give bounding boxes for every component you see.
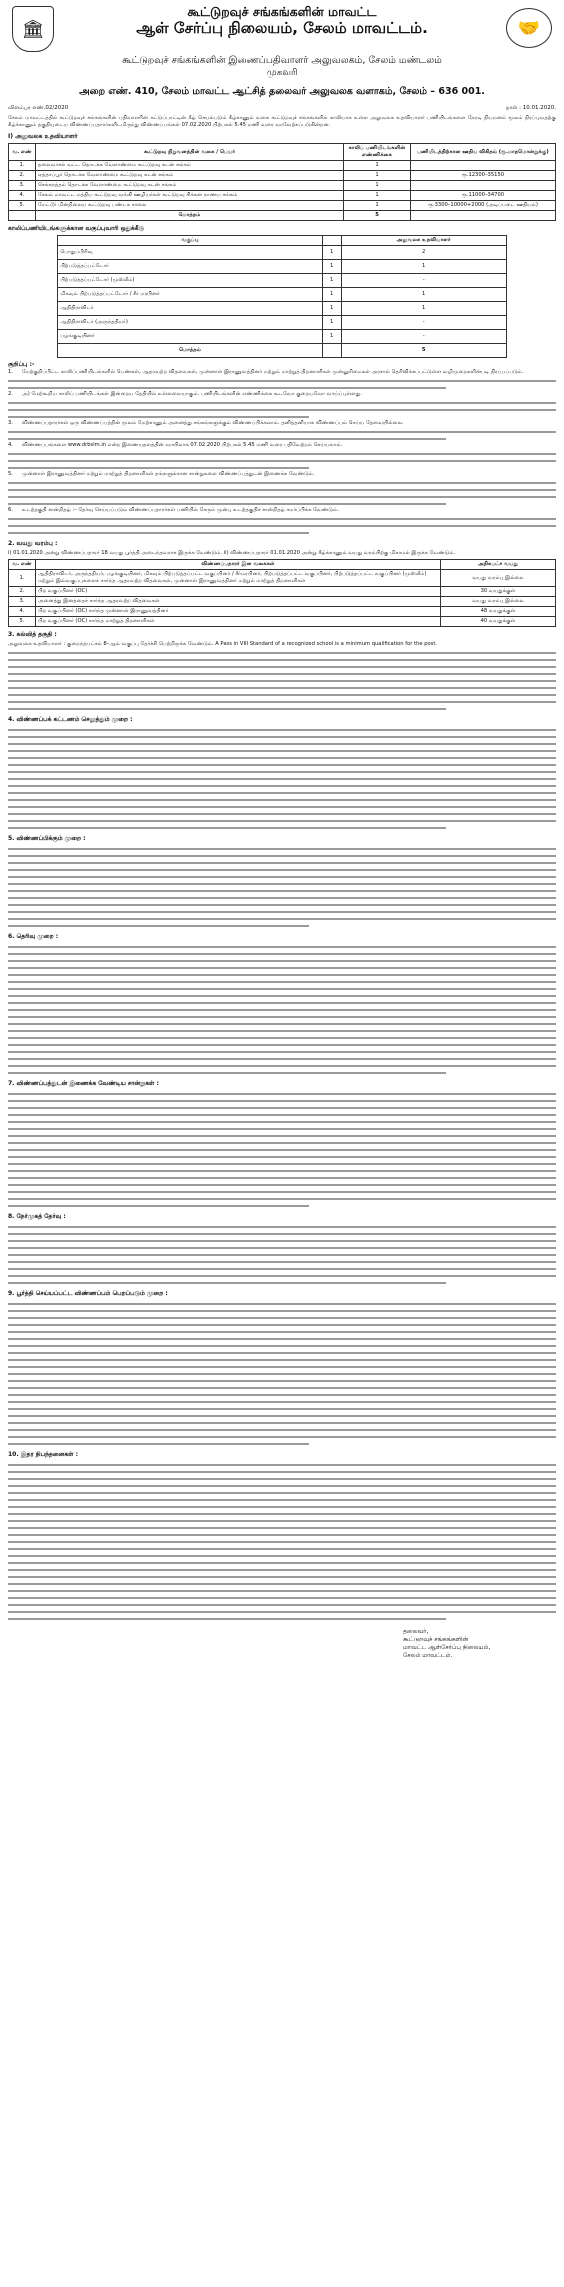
table-cell: 1 <box>344 191 411 201</box>
section1-title: I) அலுவலக உதவியாளர் <box>8 133 78 141</box>
note-text: விண்ணப்பதாரர்கள் ஒரு விண்ணப்பத்தின் மூலம் மேற்காணும் அனைத்து சங்கங்களுக்கும் விண்ணப்பிக்கலாம். தனித்தனியாக விண்ணப்பம் செய்ய தேவையில்லை. <box>22 420 404 427</box>
table-cell: 1. <box>9 161 36 171</box>
text-lines <box>8 428 556 442</box>
table-cell: பொதுப்பிரிவு <box>58 246 322 260</box>
table-cell: 1 <box>322 316 341 330</box>
table-cell: 3. <box>9 181 36 191</box>
table-row <box>9 607 556 617</box>
apply-section-title: 5. விண்ணப்பிக்கும் முறை : <box>8 835 86 843</box>
notice-header <box>8 4 556 52</box>
cooperative-hands-icon: 🤝 <box>506 8 552 48</box>
submission-section-title: 9. பூர்த்தி செய்யப்பட்ட விண்ணப்பம் பெறப்படும் முறை : <box>8 1290 168 1298</box>
header-line3: கூட்டுறவுச் சங்கங்களின் இணைப்பதிவாளர் அலுவலகம், சேலம் மண்டலம் <box>122 55 442 66</box>
note-item <box>8 471 556 478</box>
text-lines <box>8 450 556 471</box>
text-lines <box>8 726 556 831</box>
table-cell: 1 <box>322 330 341 344</box>
table-cell <box>322 344 341 358</box>
table-cell: 1 <box>322 260 341 274</box>
table-cell: - <box>341 330 506 344</box>
table-cell: தலைவாசல் வட்ட தொடக்க வேளாண்மை கூட்டுறவு கடன் சங்கம் <box>36 161 344 171</box>
table-cell <box>411 211 556 221</box>
table1-header: காலிப் பணியிடங்களின் எண்ணிக்கை <box>344 144 411 161</box>
header-line4: முகவரி <box>266 68 298 78</box>
table-cell: 5. <box>9 617 36 627</box>
signature-line: தலைவர், <box>403 1628 429 1636</box>
table-cell: - <box>341 274 506 288</box>
age-table <box>8 559 556 627</box>
table1-header: பணியிடத்திற்கான ஊதிய விகிதம் (ரூ.மாதமொன்றுக்கு) <box>411 144 556 161</box>
note-text: உடற்தகுதி சான்றிதழ் :– தேர்வு செய்யப்படும் விண்ணப்பதாரர்கள் பணியில் சேரும் முன்பு உடற்தகுதிச் சான்றிதழ் சமர்ப்பிக்க வேண்டும். <box>22 507 339 514</box>
table-cell: மொத்தம் <box>58 344 322 358</box>
table-cell <box>411 181 556 191</box>
text-lines <box>8 845 556 929</box>
table-cell: 1 <box>344 201 411 211</box>
text-lines <box>8 649 556 712</box>
table-row-total <box>58 344 506 358</box>
table-row <box>9 201 556 211</box>
documents-section-title: 7. விண்ணப்பத்துடன் இணைக்க வேண்டிய சான்றுகள் : <box>8 1080 159 1088</box>
tn-emblem-icon: 🏛 <box>12 6 54 52</box>
table-cell: 2 <box>341 246 506 260</box>
table-cell: பிற வகுப்பினர் (OC) சார்ந்த மாற்றுத் திறனாளிகள் <box>36 617 441 627</box>
reservation-title: காலிப்பணியிடங்களுக்கான வகுப்புவாரி ஒதுக்கீடு <box>8 225 144 233</box>
education-text: அலுவலக உதவியாளர் : குறைந்தபட்சம் 8–ஆம் வகுப்பு தேர்ச்சி பெற்றிருக்க வேண்டும். A Pass in VIII Standard of a recognized school is a minimum qualification for the post. <box>8 641 438 648</box>
table-row <box>9 597 556 607</box>
header-line2: ஆள் சேர்ப்பு நிலையம், சேலம் மாவட்டம். <box>136 19 428 37</box>
note-text: மேற்குறிப்பிட்ட காலிப்பணியிடங்களில் பெண்கள், ஆதரவற்ற விதவைகள், முன்னாள் இராணுவத்தினர் மற்றும் மாற்றுத் திறனாளிகள் முன்னுரிமைகள் அரசால் தெரிவிக்கப்பட்டுள்ள வழிமுறைகளின்படி நிரப்பப்படும். <box>22 369 524 376</box>
ref-number: விளம்பர எண்.02/2020 <box>8 105 69 111</box>
table-row <box>9 191 556 201</box>
table-cell: ஆதிதிராவிடர் (அருந்ததியர்) <box>58 316 322 330</box>
note-number: 5. <box>8 471 13 478</box>
table-cell: - <box>341 316 506 330</box>
recruitment-notice <box>8 0 556 1660</box>
table-cell: 2. <box>9 587 36 597</box>
note-item <box>8 369 556 376</box>
table-cell: 1 <box>341 260 506 274</box>
conditions-section-title: 10. இதர நிபந்தனைகள் : <box>8 1451 79 1459</box>
note-item <box>8 391 556 398</box>
table-row <box>9 181 556 191</box>
table-cell: வயது வரம்பு இல்லை <box>441 597 556 607</box>
table-cell: ரூ.3300–10000+2000 (அடிப்படை ஊதியம்) <box>411 201 556 211</box>
note-number: 3. <box>8 420 13 427</box>
table-cell: பிற வகுப்பினர் (OC) <box>36 587 441 597</box>
table-cell: 1 <box>341 288 506 302</box>
fee-section-title: 4. விண்ணப்பக் கட்டணம் செலுத்தும் முறை : <box>8 716 133 724</box>
selection-section-title: 6. தெரிவு முறை : <box>8 933 59 941</box>
text-lines <box>8 515 556 536</box>
table-row <box>9 171 556 181</box>
table3-header: விண்ணப்பதாரர் இன வகைகள் <box>36 560 441 570</box>
note-number: 4. <box>8 442 13 449</box>
table2-header <box>322 236 341 246</box>
table-cell: 1 <box>341 302 506 316</box>
table-row <box>58 246 506 260</box>
table-cell: 30 வயதுக்குள் <box>441 587 556 597</box>
table3-header: அதிகபட்ச வயது <box>441 560 556 570</box>
note-item <box>8 507 556 514</box>
note-text: முன்னாள் இராணுவத்தினர் மற்றும் மாற்றுத் திறனாளிகள் தங்களுக்கான சான்றுகளை விண்ணப்பத்துடன் இணைக்க வேண்டும். <box>22 471 315 478</box>
table-row-total <box>9 211 556 221</box>
text-lines <box>8 479 556 507</box>
table-row <box>58 302 506 316</box>
table-cell: 1 <box>322 288 341 302</box>
age-section-title: 2. வயது வரம்பு : <box>8 540 58 548</box>
table-cell: பிற வகுப்பினர் (OC) சார்ந்த முன்னாள் இராணுவத்தினர் <box>36 607 441 617</box>
table-row <box>9 617 556 627</box>
table-cell: பிற்படுத்தப்பட்டோர் <box>58 260 322 274</box>
table-cell: அனைத்து இனத்தைச் சார்ந்த ஆதரவற்ற விதவைகள் <box>36 597 441 607</box>
table-cell: ரூ.12300–35150 <box>411 171 556 181</box>
reference-row <box>8 105 556 112</box>
table-cell: மிகவும் பிற்படுத்தப்பட்டோர் / சீர் மரபினர் <box>58 288 322 302</box>
table-cell: மேட்டூர் மின்நிலைய கூட்டுறவு பண்டக சாலை <box>36 201 344 211</box>
signature-line: கூட்டுறவுச் சங்கங்களின் <box>403 1636 469 1644</box>
table1-header: வ. எண் <box>9 144 36 161</box>
table-cell: 1. <box>9 570 36 587</box>
interview-section-title: 8. நேர்முகத் தேர்வு : <box>8 1213 66 1221</box>
table-cell: 4. <box>9 191 36 201</box>
note-item <box>8 420 556 427</box>
text-lines <box>8 1090 556 1209</box>
table-row <box>58 274 506 288</box>
table-cell: ரூ.11000–34700 <box>411 191 556 201</box>
table-cell: செக்கநத்தம் தொடக்க வேளாண்மை கூட்டுறவு கடன் சங்கம் <box>36 181 344 191</box>
text-lines <box>8 1300 556 1447</box>
table-row <box>9 570 556 587</box>
reservation-table <box>57 235 506 358</box>
table-cell: 1 <box>322 246 341 260</box>
note-text: விண்ணப்பங்களை www.drbslm.in என்ற இணையதளத்தின் வாயிலாக 07.02.2020 பிற்பகல் 5.45 மணி வரை பதிவேற்றம் செய்யலாம். <box>22 442 343 449</box>
table-row <box>9 587 556 597</box>
table-row <box>58 330 506 344</box>
note-item <box>8 442 556 449</box>
table-cell: 1 <box>322 274 341 288</box>
table-cell: மொத்தம் <box>36 211 344 221</box>
table-cell: 40 வயதுக்குள் <box>441 617 556 627</box>
note-number: 6. <box>8 507 13 514</box>
table-cell: 1 <box>322 302 341 316</box>
notes-title: குறிப்பு :- <box>8 361 35 369</box>
table-cell <box>9 211 36 221</box>
table-row <box>58 316 506 330</box>
age-text: i) 01.01.2020 அன்று விண்ணப்பதாரர் 18 வயது பூர்த்தி அடைந்தவராக இருக்க வேண்டும். ii) விண்ணப்பதாரர் 01.01.2020 அன்று கீழ்க்காணும் வயது வரம்பிற்கு மிகாமல் இருக்க வேண்டும். <box>8 550 456 557</box>
table-cell: பழங்குடியினர் <box>58 330 322 344</box>
signature-block <box>403 1628 556 1660</box>
table-cell: 5 <box>344 211 411 221</box>
education-section-title: 3. கல்வித் தகுதி : <box>8 631 57 639</box>
vacancy-table <box>8 143 556 221</box>
text-lines <box>8 1223 556 1286</box>
table-cell: ஏத்தாப்பூர் தொடக்க வேளாண்மை கூட்டுறவு கடன் சங்கம் <box>36 171 344 181</box>
table-cell: ஆதிதிராவிடர், அருந்ததியர், பழங்குடியினர், மிகவும் பிற்படுத்தப்பட்ட வகுப்பினர் / சீர்மரபினர், பிற்படுத்தப்பட்ட வகுப்பினர், பிற்படுத்தப்பட்ட வகுப்பினர் (முஸ்லீம்) மற்றும் இவ்வகுப்புகளைச் சார்ந்த ஆதரவற்ற விதவைகள், முன்னாள் இராணுவத்தினர் மற்றும் மாற்றுத் திறனாளிகள் <box>36 570 441 587</box>
table-cell: 2. <box>9 171 36 181</box>
table2-header: அலுவலக உதவியாளர் <box>341 236 506 246</box>
text-lines <box>8 399 556 420</box>
note-text: அ) மேற்கூறிய காலிப் பணியிடங்கள் இன்றைய தேதியில் உள்ளவையாகும். பணியிடங்களின் எண்ணிக்கை கூடவோ குறையவோ வாய்ப்புள்ளது. <box>22 391 363 398</box>
text-lines <box>8 943 556 1076</box>
note-number: 2. <box>8 391 13 398</box>
signature-line: மாவட்ட ஆள்சேர்ப்பு நிலையம், <box>403 1644 491 1652</box>
ref-date: நாள் : 10.01.2020. <box>506 105 556 111</box>
table-cell: 4. <box>9 607 36 617</box>
table-cell: 1 <box>344 171 411 181</box>
table-cell: 1 <box>344 181 411 191</box>
text-lines <box>8 1461 556 1622</box>
table2-header: வகுப்பு <box>58 236 322 246</box>
note-number: 1. <box>8 369 13 376</box>
signature-line: சேலம் மாவட்டம். <box>403 1652 453 1660</box>
header-line1: கூட்டுறவுச் சங்கங்களின் மாவட்ட <box>187 4 377 19</box>
table-cell: ஆதிதிராவிடர் <box>58 302 322 316</box>
table-cell: 5 <box>341 344 506 358</box>
intro-paragraph: சேலம் மாவட்டத்தில் கூட்டுறவுச் சங்கங்களின் பதிவாளரின் கட்டுப்பாட்டின் கீழ் செயல்படும் கீழ்காணும் வகை கூட்டுறவுச் சங்கங்களில் காலியாக உள்ள அலுவலக உதவியாளர் பணியிடங்களை நேரடி நியமனம் மூலம் நிரப்புவதற்கு கீழ்க்காணும் தகுதியுடைய விண்ணப்பதாரர்களிடமிருந்து விண்ணப்பங்கள் 07.02.2020 பிற்பகல் 5.45 மணி வரை வரவேற்கப்படுகின்றன. <box>8 115 556 129</box>
table-row <box>58 260 506 274</box>
table-cell: 48 வயதுக்குள் <box>441 607 556 617</box>
table-row <box>58 288 506 302</box>
text-lines <box>8 377 556 391</box>
table-cell: 3. <box>9 597 36 607</box>
table-cell <box>411 161 556 171</box>
table-cell: வயது வரம்பு இல்லை <box>441 570 556 587</box>
table-cell: 1 <box>344 161 411 171</box>
table3-header: வ. எண் <box>9 560 36 570</box>
table-row <box>9 161 556 171</box>
table1-header: கூட்டுறவு நிறுவனத்தின் வகை / பெயர் <box>36 144 344 161</box>
office-address: அறை எண். 410, சேலம் மாவட்ட ஆட்சித் தலைவர் அலுவலக வளாகம், சேலம் – 636 001. <box>79 86 485 97</box>
table-cell: பிற்படுத்தப்பட்டோர் (முஸ்லீம்) <box>58 274 322 288</box>
table-cell: சேலம் மாவட்ட மத்திய கூட்டுறவு வங்கி ஊழியர்கள் கூட்டுறவு சிக்கன நாணய சங்கம் <box>36 191 344 201</box>
table-cell: 5. <box>9 201 36 211</box>
